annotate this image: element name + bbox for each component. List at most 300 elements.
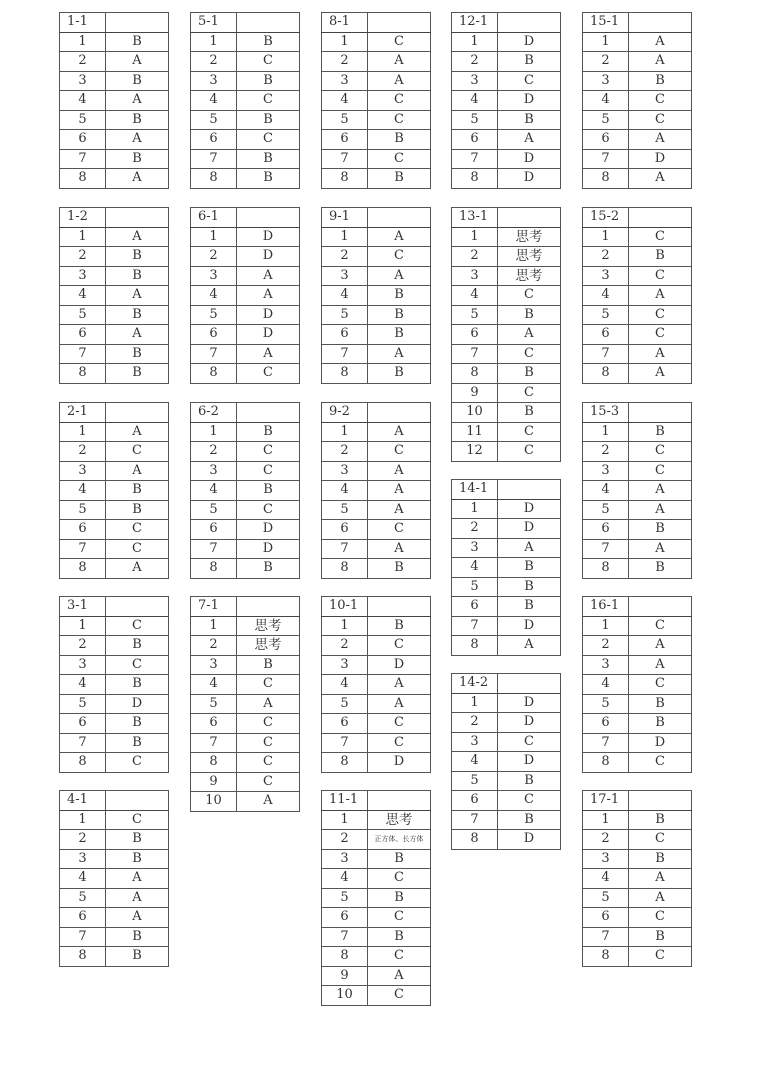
question-number: 2	[583, 636, 629, 656]
table-header-row	[322, 13, 431, 33]
table-title: 6-1	[191, 208, 237, 228]
answer-value: D	[498, 519, 561, 539]
answer-value: C	[368, 442, 431, 462]
question-number: 4	[452, 752, 498, 772]
question-number: 7	[452, 616, 498, 636]
table-row	[322, 169, 431, 189]
question-number: 7	[452, 149, 498, 169]
answer-value: C	[498, 732, 561, 752]
answer-value: B	[498, 577, 561, 597]
question-number: 6	[191, 130, 237, 150]
table-title-blank	[629, 403, 692, 423]
answer-value: D	[237, 247, 300, 267]
question-number: 8	[452, 169, 498, 189]
table-title-blank	[106, 791, 169, 811]
question-number: 8	[191, 559, 237, 579]
table-row	[452, 305, 561, 325]
table-title: 15-1	[583, 13, 629, 33]
table-title: 7-1	[191, 597, 237, 617]
table-row	[60, 442, 169, 462]
question-number: 4	[322, 675, 368, 695]
question-number: 4	[583, 675, 629, 695]
question-number: 2	[60, 636, 106, 656]
answer-value: C	[629, 91, 692, 111]
table-row	[191, 227, 300, 247]
answer-value: C	[629, 753, 692, 773]
answer-table-10-1	[321, 596, 431, 773]
answer-value: B	[106, 247, 169, 267]
question-number: 3	[583, 71, 629, 91]
table-row	[191, 71, 300, 91]
question-number: 4	[452, 91, 498, 111]
question-number: 4	[60, 675, 106, 695]
question-number: 5	[322, 110, 368, 130]
table-row	[322, 714, 431, 734]
table-row	[60, 52, 169, 72]
table-title-blank	[237, 208, 300, 228]
question-number: 3	[60, 655, 106, 675]
table-row	[583, 830, 692, 850]
answer-value: A	[106, 422, 169, 442]
answer-value: B	[106, 481, 169, 501]
question-number: 2	[191, 442, 237, 462]
answer-table-14-2	[451, 673, 561, 850]
question-number: 2	[322, 52, 368, 72]
question-number: 5	[452, 771, 498, 791]
question-number: 2	[60, 247, 106, 267]
answer-value: A	[629, 286, 692, 306]
table-row	[583, 849, 692, 869]
table-row	[60, 869, 169, 889]
table-row	[191, 481, 300, 501]
question-number: 7	[191, 344, 237, 364]
table-row	[583, 461, 692, 481]
table-title: 1-1	[60, 13, 106, 33]
answer-value: C	[237, 675, 300, 695]
question-number: 7	[60, 149, 106, 169]
question-number: 2	[60, 830, 106, 850]
table-header-row	[60, 208, 169, 228]
table-row	[452, 558, 561, 578]
table-row	[452, 422, 561, 442]
answer-value: A	[368, 71, 431, 91]
answer-table-7-1	[190, 596, 300, 812]
question-number: 8	[322, 559, 368, 579]
table-row	[322, 810, 431, 830]
table-row	[583, 539, 692, 559]
table-row	[322, 888, 431, 908]
question-number: 2	[583, 830, 629, 850]
table-row	[452, 149, 561, 169]
question-number: 3	[452, 266, 498, 286]
question-number: 2	[322, 442, 368, 462]
table-row	[191, 655, 300, 675]
table-row	[452, 752, 561, 772]
answer-value: B	[498, 810, 561, 830]
table-row	[452, 519, 561, 539]
table-title: 17-1	[583, 791, 629, 811]
answer-value: C	[106, 616, 169, 636]
table-row	[191, 422, 300, 442]
question-number: 7	[191, 539, 237, 559]
table-title-blank	[106, 597, 169, 617]
table-title-blank	[237, 403, 300, 423]
table-row	[583, 559, 692, 579]
table-row	[60, 849, 169, 869]
answer-value: C	[629, 830, 692, 850]
table-row	[191, 714, 300, 734]
answer-value: A	[629, 169, 692, 189]
question-number: 1	[191, 227, 237, 247]
question-number: 4	[452, 286, 498, 306]
table-title-blank	[368, 791, 431, 811]
answer-value: A	[629, 130, 692, 150]
question-number: 3	[452, 732, 498, 752]
answer-value: B	[237, 481, 300, 501]
answer-value: B	[106, 364, 169, 384]
question-number: 2	[60, 52, 106, 72]
question-number: 3	[452, 538, 498, 558]
table-row	[60, 130, 169, 150]
answer-value: A	[106, 227, 169, 247]
answer-value: A	[629, 364, 692, 384]
question-number: 2	[322, 830, 368, 850]
question-number: 7	[60, 344, 106, 364]
answer-value: C	[368, 869, 431, 889]
question-number: 7	[322, 539, 368, 559]
table-row	[191, 636, 300, 656]
table-row	[583, 947, 692, 967]
question-number: 8	[60, 559, 106, 579]
question-number: 7	[322, 149, 368, 169]
table-title: 9-2	[322, 403, 368, 423]
table-title-blank	[368, 208, 431, 228]
answer-value: A	[106, 325, 169, 345]
answer-table-6-2	[190, 402, 300, 579]
question-number: 1	[583, 32, 629, 52]
table-row	[60, 247, 169, 267]
table-title: 8-1	[322, 13, 368, 33]
table-header-row	[322, 403, 431, 423]
answer-table-1-2	[59, 207, 169, 384]
question-number: 7	[583, 733, 629, 753]
question-number: 4	[583, 91, 629, 111]
table-header-row	[322, 208, 431, 228]
table-header-row	[60, 403, 169, 423]
answer-value: A	[629, 500, 692, 520]
question-number: 6	[60, 325, 106, 345]
answer-value: C	[368, 32, 431, 52]
answer-value: C	[629, 908, 692, 928]
question-number: 5	[452, 577, 498, 597]
table-row	[583, 714, 692, 734]
table-title: 14-1	[452, 480, 498, 500]
answer-value: B	[368, 169, 431, 189]
table-row	[583, 110, 692, 130]
answer-value: C	[106, 539, 169, 559]
table-row	[452, 616, 561, 636]
answer-value: C	[629, 325, 692, 345]
table-row	[452, 403, 561, 423]
answer-table-5-1	[190, 12, 300, 189]
table-title-blank	[498, 674, 561, 694]
table-title-blank	[237, 597, 300, 617]
question-number: 6	[583, 714, 629, 734]
table-row	[191, 286, 300, 306]
table-row	[452, 810, 561, 830]
question-number: 6	[322, 908, 368, 928]
question-number: 7	[322, 344, 368, 364]
table-row	[60, 266, 169, 286]
answer-value: B	[498, 771, 561, 791]
table-row	[322, 947, 431, 967]
answer-table-9-1	[321, 207, 431, 384]
answer-value: B	[498, 52, 561, 72]
answer-value: D	[498, 499, 561, 519]
table-title: 14-2	[452, 674, 498, 694]
question-number: 6	[60, 130, 106, 150]
answer-value: C	[498, 383, 561, 403]
table-row	[583, 91, 692, 111]
table-row	[583, 500, 692, 520]
answer-value: C	[368, 986, 431, 1006]
table-row	[191, 733, 300, 753]
question-number: 2	[583, 247, 629, 267]
table-row	[60, 655, 169, 675]
answer-value: D	[498, 752, 561, 772]
table-header-row	[60, 597, 169, 617]
answer-value: A	[106, 52, 169, 72]
answer-value: C	[237, 733, 300, 753]
question-number: 7	[583, 149, 629, 169]
question-number: 10	[452, 403, 498, 423]
answer-value: B	[629, 849, 692, 869]
table-row	[452, 52, 561, 72]
question-number: 3	[322, 461, 368, 481]
table-row	[60, 481, 169, 501]
table-row	[583, 694, 692, 714]
answer-value: C	[629, 110, 692, 130]
table-title-blank	[498, 13, 561, 33]
question-number: 1	[60, 422, 106, 442]
table-row	[60, 636, 169, 656]
question-number: 5	[60, 500, 106, 520]
question-number: 3	[191, 266, 237, 286]
answer-value: C	[629, 305, 692, 325]
table-row	[191, 539, 300, 559]
question-number: 8	[191, 753, 237, 773]
answer-value: A	[368, 675, 431, 695]
answer-value: A	[629, 52, 692, 72]
question-number: 3	[322, 71, 368, 91]
answer-table-13-1	[451, 207, 561, 462]
table-row	[322, 927, 431, 947]
answer-value: A	[106, 461, 169, 481]
answer-value: D	[498, 693, 561, 713]
answer-value: B	[106, 830, 169, 850]
answer-value: A	[629, 655, 692, 675]
table-title: 15-2	[583, 208, 629, 228]
table-row	[191, 149, 300, 169]
answer-value: D	[498, 616, 561, 636]
table-title-blank	[498, 480, 561, 500]
table-row	[191, 91, 300, 111]
table-row	[583, 305, 692, 325]
question-number: 12	[452, 442, 498, 462]
table-row	[583, 481, 692, 501]
question-number: 8	[191, 169, 237, 189]
answer-value: A	[629, 344, 692, 364]
table-row	[60, 91, 169, 111]
answer-value: B	[237, 655, 300, 675]
table-row	[191, 344, 300, 364]
table-row	[60, 227, 169, 247]
question-number: 2	[452, 519, 498, 539]
table-row	[60, 169, 169, 189]
answer-value: D	[498, 32, 561, 52]
question-number: 6	[322, 325, 368, 345]
answer-value: A	[237, 286, 300, 306]
answer-value: D	[498, 149, 561, 169]
question-number: 5	[583, 305, 629, 325]
question-number: 6	[191, 714, 237, 734]
answer-value: C	[237, 753, 300, 773]
question-number: 6	[60, 520, 106, 540]
answer-value: C	[237, 500, 300, 520]
table-title-blank	[237, 13, 300, 33]
question-number: 4	[60, 481, 106, 501]
answer-value: C	[498, 344, 561, 364]
answer-value: D	[368, 655, 431, 675]
answer-value: B	[368, 927, 431, 947]
answer-value: 思考	[368, 810, 431, 830]
question-number: 5	[60, 110, 106, 130]
question-number: 5	[191, 305, 237, 325]
question-number: 1	[60, 616, 106, 636]
table-row	[452, 577, 561, 597]
question-number: 7	[60, 733, 106, 753]
answer-value: A	[368, 52, 431, 72]
answer-value: C	[237, 714, 300, 734]
answer-value: B	[237, 149, 300, 169]
question-number: 5	[452, 305, 498, 325]
question-number: 7	[583, 927, 629, 947]
question-number: 3	[583, 655, 629, 675]
answer-value: A	[106, 559, 169, 579]
table-header-row	[322, 597, 431, 617]
table-row	[583, 655, 692, 675]
table-header-row	[452, 208, 561, 228]
table-row	[191, 130, 300, 150]
answer-value: B	[629, 422, 692, 442]
answer-table-6-1	[190, 207, 300, 384]
question-number: 7	[322, 927, 368, 947]
table-title-blank	[629, 208, 692, 228]
table-row	[452, 791, 561, 811]
table-row	[60, 947, 169, 967]
answer-value: B	[106, 733, 169, 753]
table-row	[322, 227, 431, 247]
question-number: 5	[322, 888, 368, 908]
question-number: 3	[191, 655, 237, 675]
answer-value: C	[368, 110, 431, 130]
table-row	[60, 149, 169, 169]
table-header-row	[191, 403, 300, 423]
answer-value: B	[106, 71, 169, 91]
question-number: 6	[583, 520, 629, 540]
table-row	[322, 500, 431, 520]
answer-value: B	[498, 597, 561, 617]
question-number: 4	[60, 91, 106, 111]
question-number: 3	[583, 266, 629, 286]
question-number: 2	[583, 52, 629, 72]
question-number: 6	[322, 520, 368, 540]
table-row	[60, 110, 169, 130]
answer-value: A	[237, 266, 300, 286]
table-row	[583, 266, 692, 286]
question-number: 1	[322, 422, 368, 442]
table-title: 3-1	[60, 597, 106, 617]
answer-value: A	[368, 344, 431, 364]
table-row	[322, 325, 431, 345]
question-number: 6	[452, 130, 498, 150]
table-row	[322, 520, 431, 540]
answer-value: B	[629, 71, 692, 91]
answer-value: B	[237, 71, 300, 91]
answer-value: B	[237, 422, 300, 442]
answer-table-15-1	[582, 12, 692, 189]
answer-value: A	[368, 500, 431, 520]
table-row	[191, 772, 300, 792]
table-title: 15-3	[583, 403, 629, 423]
table-row	[191, 694, 300, 714]
table-row	[322, 539, 431, 559]
table-title-blank	[368, 13, 431, 33]
table-header-row	[583, 403, 692, 423]
table-row	[322, 422, 431, 442]
table-row	[322, 559, 431, 579]
answer-value: B	[498, 110, 561, 130]
question-number: 1	[191, 32, 237, 52]
table-row	[60, 364, 169, 384]
question-number: 5	[322, 500, 368, 520]
table-row	[583, 869, 692, 889]
table-row	[452, 636, 561, 656]
question-number: 7	[583, 539, 629, 559]
question-number: 9	[322, 966, 368, 986]
table-row	[60, 422, 169, 442]
table-row	[60, 888, 169, 908]
question-number: 4	[60, 869, 106, 889]
question-number: 4	[322, 91, 368, 111]
table-row	[191, 169, 300, 189]
answer-value: A	[368, 481, 431, 501]
answer-value: B	[368, 888, 431, 908]
table-row	[583, 364, 692, 384]
table-title-blank	[629, 13, 692, 33]
answer-table-1-1	[59, 12, 169, 189]
table-row	[452, 110, 561, 130]
question-number: 4	[191, 91, 237, 111]
answer-table-9-2	[321, 402, 431, 579]
answer-value: D	[498, 91, 561, 111]
answer-value: A	[106, 130, 169, 150]
table-row	[583, 247, 692, 267]
table-row	[60, 714, 169, 734]
table-row	[322, 986, 431, 1006]
question-number: 1	[452, 32, 498, 52]
question-number: 8	[60, 753, 106, 773]
